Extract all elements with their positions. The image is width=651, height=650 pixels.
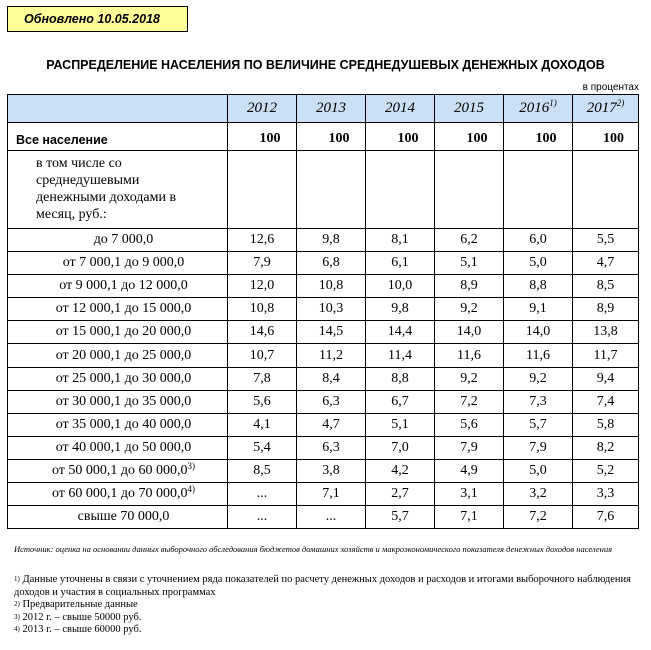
share-value: 14,0 — [504, 321, 573, 344]
footnote-mark: 4) — [14, 625, 20, 633]
share-value: 5,7 — [504, 413, 573, 436]
share-value: 5,0 — [504, 459, 573, 482]
share-value: 11,4 — [366, 344, 435, 367]
income-row — [8, 321, 639, 344]
share-value: 7,2 — [504, 506, 573, 529]
year-header — [297, 95, 366, 123]
income-range-label — [8, 413, 228, 436]
income-row — [8, 459, 639, 482]
income-range-text: от 7 000,1 до 9 000,0 — [62, 255, 185, 271]
share-value: 3,2 — [504, 483, 573, 506]
share-value: 11,7 — [573, 344, 639, 367]
income-range-label — [8, 459, 228, 482]
share-value: 4,1 — [228, 413, 297, 436]
year-label: 2013 — [316, 100, 346, 116]
footnote-mark: 3) — [14, 612, 20, 621]
empty-cell — [366, 151, 435, 229]
income-range-text: от 15 000,1 до 20 000,0 — [55, 324, 192, 340]
year-label: 2014 — [385, 100, 415, 116]
header-empty-cell — [8, 95, 228, 123]
footnote-text: 2013 г. – свыше 60000 руб. — [22, 624, 142, 635]
income-range-note: 3) — [187, 460, 196, 471]
page-title: РАСПРЕДЕЛЕНИЕ НАСЕЛЕНИЯ ПО ВЕЛИЧИНЕ СРЕДНЕДУШЕВЫХ ДЕНЕЖНЫХ ДОХОДОВ — [46, 58, 605, 72]
income-row — [8, 413, 639, 436]
income-range-text: до 7 000,0 — [93, 232, 154, 248]
share-value: 5,0 — [504, 252, 573, 275]
year-header — [228, 95, 297, 123]
income-range-label — [8, 344, 228, 367]
income-range-text: от 35 000,1 до 40 000,0 — [55, 416, 192, 432]
share-value: 5,7 — [366, 506, 435, 529]
share-value: 4,2 — [366, 459, 435, 482]
share-value: 10,8 — [297, 275, 366, 298]
share-value: 8,9 — [573, 298, 639, 321]
units-label: в процентах — [582, 82, 639, 93]
share-value: 6,0 — [504, 229, 573, 252]
share-value: 8,1 — [366, 229, 435, 252]
share-value: 6,7 — [366, 390, 435, 413]
empty-cell — [297, 151, 366, 229]
footnote-text: Данные уточнены в связи с уточнением ряда показателей по расчету денежных доходов и расходов и итогами выборочного наблюдения доходов и участия в социальных программах — [14, 574, 631, 598]
total-value: 100 — [297, 123, 366, 151]
income-range-label — [8, 483, 228, 506]
income-range-label — [8, 275, 228, 298]
year-header — [504, 95, 573, 123]
share-value: 8,5 — [228, 459, 297, 482]
share-value: 5,5 — [573, 229, 639, 252]
income-range-text: от 20 000,1 до 25 000,0 — [55, 347, 192, 363]
share-value: 6,3 — [297, 436, 366, 459]
share-value: 7,4 — [573, 390, 639, 413]
share-value: 8,4 — [297, 367, 366, 390]
total-value: 100 — [504, 123, 573, 151]
year-header — [366, 95, 435, 123]
total-population-row — [8, 123, 639, 151]
updated-date-badge: Обновлено 10.05.2018 — [7, 6, 188, 32]
income-row — [8, 344, 639, 367]
share-value: 8,5 — [573, 275, 639, 298]
subheader-row — [8, 151, 639, 229]
year-label: 2012 — [247, 100, 277, 116]
share-value: 10,8 — [228, 298, 297, 321]
income-row — [8, 229, 639, 252]
income-row — [8, 367, 639, 390]
share-value: 11,2 — [297, 344, 366, 367]
share-value: 8,2 — [573, 436, 639, 459]
footnote-mark: 1) — [14, 575, 20, 583]
income-range-label — [8, 298, 228, 321]
share-value: 7,3 — [504, 390, 573, 413]
income-range-label — [8, 229, 228, 252]
share-value: 10,7 — [228, 344, 297, 367]
income-range-label — [8, 321, 228, 344]
share-value: 12,0 — [228, 275, 297, 298]
footnote — [14, 574, 644, 599]
income-range-text: от 60 000,1 до 70 000,0 — [51, 486, 188, 502]
footnote-text: 2012 г. – свыше 50000 руб. — [22, 611, 142, 623]
table-header-row — [8, 95, 639, 123]
year-note: 2) — [616, 98, 625, 108]
share-value: 9,4 — [573, 367, 639, 390]
footnote — [14, 624, 644, 637]
share-value: 9,1 — [504, 298, 573, 321]
income-distribution-table — [7, 94, 639, 529]
income-row — [8, 436, 639, 459]
income-range-label — [8, 252, 228, 275]
share-value: 5,4 — [228, 436, 297, 459]
income-range-text: от 50 000,1 до 60 000,0 — [51, 462, 188, 478]
year-label: 2016 — [519, 100, 550, 116]
share-value: 9,2 — [435, 367, 504, 390]
share-value: 8,9 — [435, 275, 504, 298]
share-value: 6,1 — [366, 252, 435, 275]
share-value: 11,6 — [435, 344, 504, 367]
share-value: 5,6 — [435, 413, 504, 436]
footnote — [14, 599, 644, 612]
income-row — [8, 483, 639, 506]
share-value: 7,1 — [435, 506, 504, 529]
share-value: 12,6 — [228, 229, 297, 252]
share-value: 7,8 — [228, 367, 297, 390]
share-value: 14,4 — [366, 321, 435, 344]
share-value: 13,8 — [573, 321, 639, 344]
share-value: 3,8 — [297, 459, 366, 482]
share-value: 5,2 — [573, 459, 639, 482]
empty-cell — [435, 151, 504, 229]
share-value: 5,1 — [366, 413, 435, 436]
total-label: Все население — [8, 123, 228, 151]
income-range-text: от 9 000,1 до 12 000,0 — [59, 278, 188, 294]
share-value: 5,8 — [573, 413, 639, 436]
empty-cell — [504, 151, 573, 229]
share-value: 5,6 — [228, 390, 297, 413]
income-range-label — [8, 436, 228, 459]
share-value: 2,7 — [366, 483, 435, 506]
empty-cell — [228, 151, 297, 229]
source-note: Источник: оценка на основании данных выборочного обследования бюджетов домашних хозяйств и макроэкономического показателя денежных доходов населения — [14, 544, 613, 554]
income-range-label — [8, 367, 228, 390]
share-value: 9,8 — [297, 229, 366, 252]
year-note: 1) — [549, 98, 557, 108]
share-value: 4,7 — [573, 252, 639, 275]
income-row — [8, 275, 639, 298]
share-value: 4,9 — [435, 459, 504, 482]
income-range-note: 4) — [187, 484, 196, 495]
year-header — [573, 95, 639, 123]
income-range-text: от 12 000,1 до 15 000,0 — [55, 301, 192, 317]
income-range-label — [8, 506, 228, 529]
footnotes — [14, 574, 644, 637]
income-range-label — [8, 390, 228, 413]
share-value: 7,1 — [297, 483, 366, 506]
year-header — [435, 95, 504, 123]
share-value: 7,2 — [435, 390, 504, 413]
share-value: 9,2 — [504, 367, 573, 390]
share-value: 7,9 — [504, 436, 573, 459]
share-value: 6,3 — [297, 390, 366, 413]
subheader-label: в том числе со среднедушевыми денежными доходами в месяц, руб.: — [8, 151, 228, 229]
income-range-text: от 30 000,1 до 35 000,0 — [55, 393, 192, 409]
year-label: 2015 — [454, 100, 484, 116]
share-value: 6,2 — [435, 229, 504, 252]
share-value: 14,0 — [435, 321, 504, 344]
share-value: ... — [228, 483, 297, 506]
share-value: 7,6 — [573, 506, 639, 529]
share-value: 14,5 — [297, 321, 366, 344]
share-value: 7,9 — [435, 436, 504, 459]
share-value: 4,7 — [297, 413, 366, 436]
share-value: 7,0 — [366, 436, 435, 459]
share-value: 10,0 — [366, 275, 435, 298]
share-value: 7,9 — [228, 252, 297, 275]
income-row — [8, 390, 639, 413]
share-value: 8,8 — [366, 367, 435, 390]
footnote-mark: 2) — [14, 600, 20, 608]
share-value: 6,8 — [297, 252, 366, 275]
income-row — [8, 506, 639, 529]
share-value: 3,3 — [573, 483, 639, 506]
share-value: ... — [297, 506, 366, 529]
footnote — [14, 612, 644, 625]
income-row — [8, 252, 639, 275]
share-value: 11,6 — [504, 344, 573, 367]
income-range-text: от 25 000,1 до 30 000,0 — [55, 370, 192, 386]
total-value: 100 — [366, 123, 435, 151]
share-value: 8,8 — [504, 275, 573, 298]
year-label: 2017 — [586, 100, 617, 116]
share-value: 5,1 — [435, 252, 504, 275]
share-value: 14,6 — [228, 321, 297, 344]
share-value: 9,2 — [435, 298, 504, 321]
income-row — [8, 298, 639, 321]
total-value: 100 — [228, 123, 297, 151]
income-range-text: от 40 000,1 до 50 000,0 — [55, 439, 192, 455]
empty-cell — [573, 151, 639, 229]
share-value: ... — [228, 506, 297, 529]
footnote-text: Предварительные данные — [22, 599, 138, 610]
total-value: 100 — [435, 123, 504, 151]
income-range-text: свыше 70 000,0 — [77, 509, 170, 525]
share-value: 9,8 — [366, 298, 435, 321]
total-value: 100 — [573, 123, 639, 151]
share-value: 10,3 — [297, 298, 366, 321]
share-value: 3,1 — [435, 483, 504, 506]
